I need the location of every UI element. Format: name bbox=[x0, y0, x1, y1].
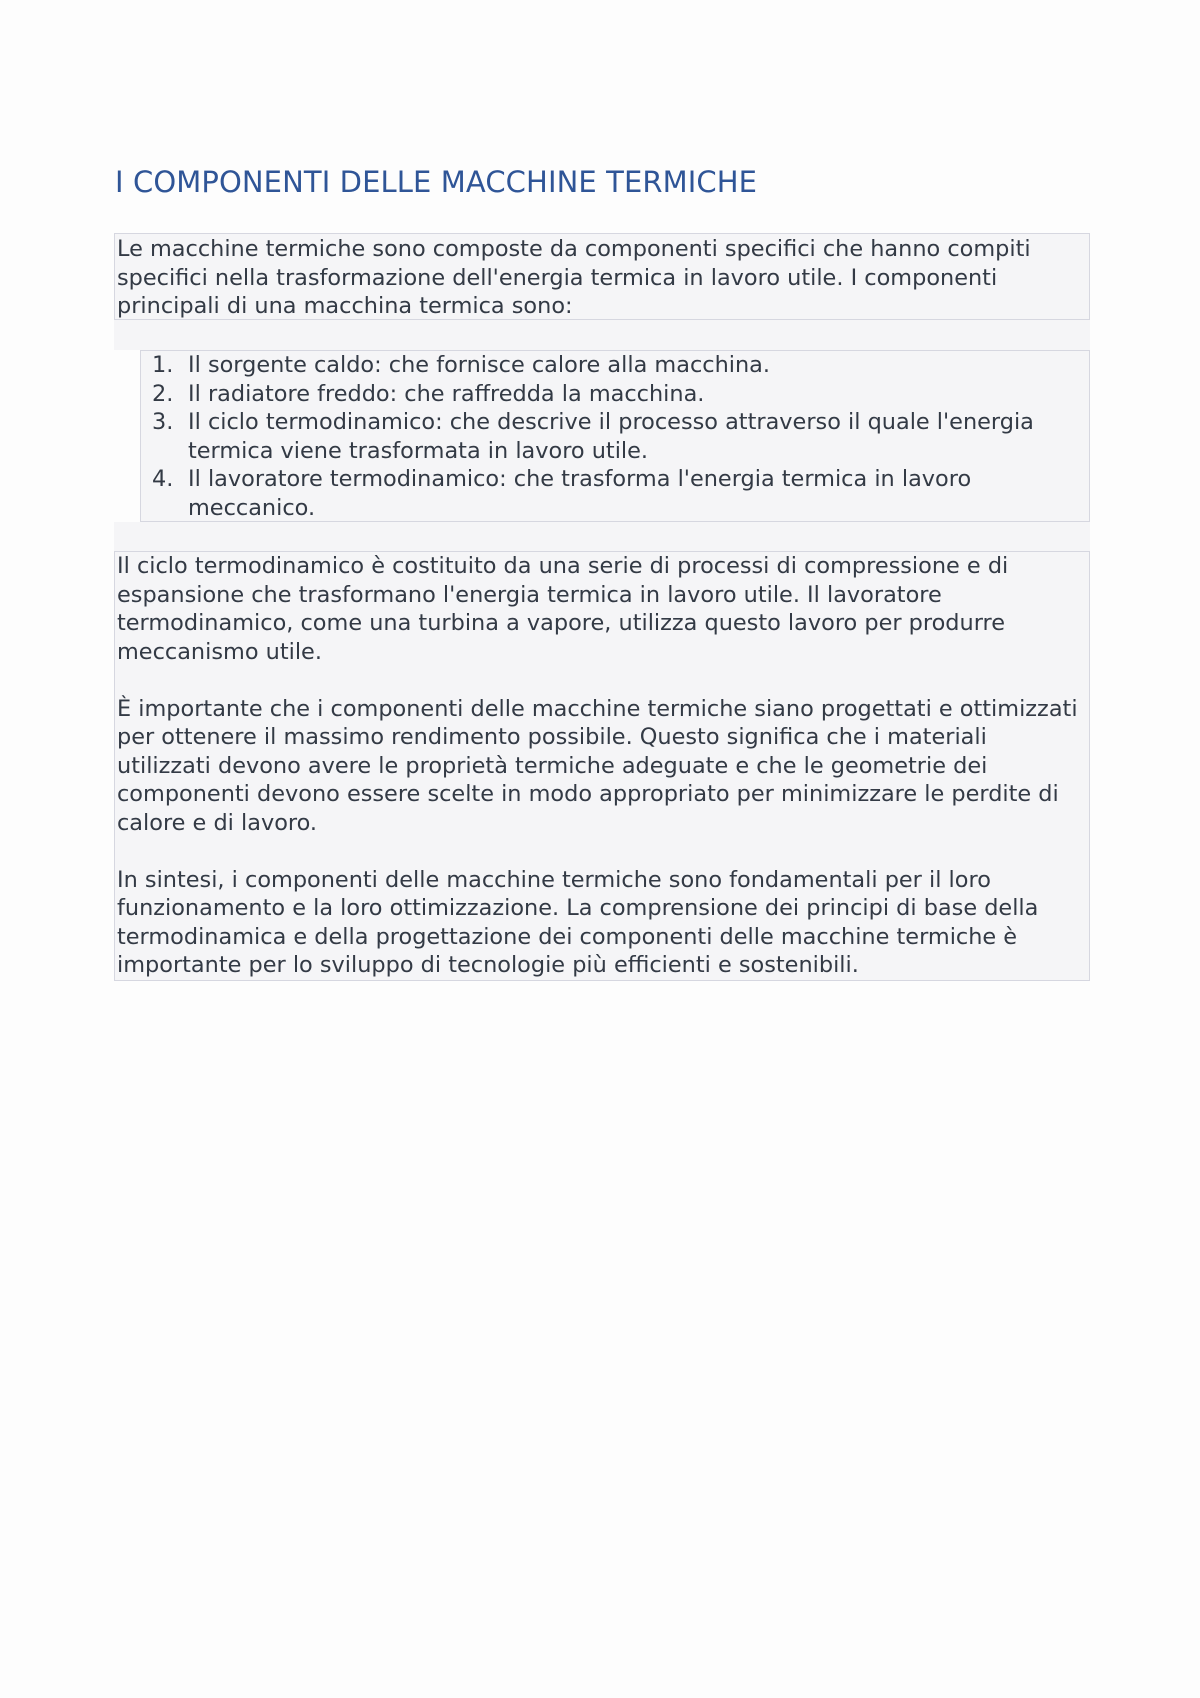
list-item-number: 1. bbox=[152, 352, 174, 378]
components-list bbox=[141, 351, 1089, 522]
components-list-block bbox=[140, 350, 1090, 522]
list-item-text: Il ciclo termodinamico: che descrive il processo attraverso il quale l'energia termica viene trasformata in lavoro utile. bbox=[188, 409, 1034, 464]
list-item bbox=[152, 465, 1079, 522]
intro-paragraph: Le macchine termiche sono composte da componenti specifici che hanno compiti specifici nella trasformazione dell'energia termica in lavoro utile. I componenti principali di una macchina termica sono: bbox=[117, 236, 1031, 319]
list-item bbox=[152, 408, 1079, 465]
list-item-text: Il lavoratore termodinamico: che trasforma l'energia termica in lavoro meccanico. bbox=[188, 466, 972, 521]
block-gap bbox=[114, 320, 1090, 350]
list-item-number: 3. bbox=[152, 409, 174, 435]
list-item-text: Il radiatore freddo: che raffredda la macchina. bbox=[188, 380, 705, 407]
intro-block bbox=[114, 233, 1090, 320]
body-paragraph: Il ciclo termodinamico è costituito da una serie di processi di compressione e di espansione che trasformano l'energia termica in lavoro utile. Il lavoratore termodinamico, come una turbina a vapore, utilizza questo lavoro per produrre meccanismo utile. bbox=[117, 553, 1009, 665]
body-block bbox=[114, 551, 1090, 981]
list-item-number: 2. bbox=[152, 380, 174, 407]
list-item-text: Il sorgente caldo: che fornisce calore alla macchina. bbox=[188, 352, 771, 378]
body-paragraph: In sintesi, i componenti delle macchine termiche sono fondamentali per il loro funzionamento e la loro ottimizzazione. La comprensione dei principi di base della termodinamica e della progettazione dei componenti delle macchine termiche è importante per lo sviluppo di tecnologie più efficienti e sostenibili. bbox=[117, 866, 1039, 978]
block-gap bbox=[114, 522, 1090, 551]
body-paragraph: È importante che i componenti delle macchine termiche siano progettati e ottimizzati per ottenere il massimo rendimento possibile. Questo significa che i materiali utilizzati devono avere le proprietà termiche adeguate e che le geometrie dei componenti devono essere scelte in modo appropriato per minimizzare le perdite di calore e di lavoro. bbox=[117, 695, 1078, 836]
document-title: I COMPONENTI DELLE MACCHINE TERMICHE bbox=[115, 165, 758, 199]
list-item bbox=[152, 351, 1079, 380]
list-item-number: 4. bbox=[152, 466, 174, 492]
list-item bbox=[152, 380, 1079, 409]
